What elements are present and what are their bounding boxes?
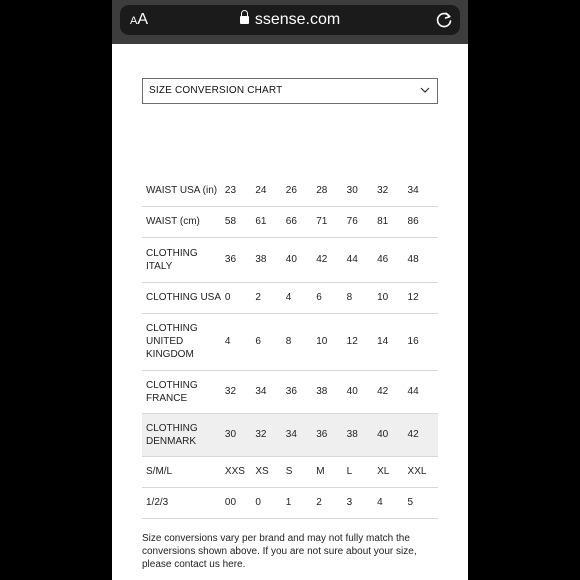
row-label: WAIST (cm) — [142, 206, 225, 237]
table-row — [142, 313, 438, 370]
size-cell: XS — [255, 456, 285, 487]
size-cell: 42 — [377, 370, 407, 413]
dropdown-label: SIZE CONVERSION CHART — [149, 85, 283, 96]
size-cell: 66 — [286, 206, 316, 237]
size-cell: 32 — [255, 413, 285, 456]
size-cell: 38 — [255, 237, 285, 282]
size-cell: 34 — [255, 370, 285, 413]
table-row — [142, 487, 438, 518]
size-cell: 36 — [316, 413, 346, 456]
size-cell: 2 — [255, 282, 285, 313]
size-cell: 23 — [225, 175, 255, 206]
size-cell: 44 — [347, 237, 377, 282]
size-cell: 16 — [408, 313, 438, 370]
reload-icon[interactable] — [434, 10, 454, 30]
size-cell: 3 — [347, 487, 377, 518]
table-row — [142, 282, 438, 313]
row-label: S/M/L — [142, 456, 225, 487]
size-cell: 42 — [408, 413, 438, 456]
browser-toolbar — [112, 0, 468, 44]
size-cell: 32 — [225, 370, 255, 413]
lock-icon — [240, 16, 249, 24]
size-cell: 1 — [286, 487, 316, 518]
size-cell: M — [316, 456, 346, 487]
size-footnote: Size conversions vary per brand and may not fully match the conversions shown above. If you are not sure about your size, please contact us here. — [142, 533, 417, 570]
size-cell: 4 — [225, 313, 255, 370]
size-cell: 26 — [286, 175, 316, 206]
size-cell: 5 — [408, 487, 438, 518]
row-label: CLOTHING ITALY — [142, 237, 225, 282]
size-cell: 10 — [316, 313, 346, 370]
size-cell: 36 — [225, 237, 255, 282]
text-size-large-a: A — [137, 11, 149, 28]
phone-screen — [112, 0, 468, 580]
address-bar[interactable] — [120, 5, 460, 35]
table-row — [142, 206, 438, 237]
size-cell: 86 — [408, 206, 438, 237]
table-row — [142, 413, 438, 456]
chevron-down-icon — [419, 85, 431, 95]
table-row — [142, 237, 438, 282]
size-cell: 4 — [377, 487, 407, 518]
size-cell: 12 — [347, 313, 377, 370]
size-cell: 34 — [408, 175, 438, 206]
size-cell: 81 — [377, 206, 407, 237]
size-cell: 0 — [255, 487, 285, 518]
size-cell: 76 — [347, 206, 377, 237]
size-cell: 10 — [377, 282, 407, 313]
size-cell: 38 — [347, 413, 377, 456]
size-cell: 40 — [377, 413, 407, 456]
size-chart-dropdown[interactable] — [142, 78, 438, 104]
size-cell: 24 — [255, 175, 285, 206]
row-label: CLOTHING FRANCE — [142, 370, 225, 413]
size-cell: 44 — [408, 370, 438, 413]
size-cell: 61 — [255, 206, 285, 237]
row-label: 1/2/3 — [142, 487, 225, 518]
size-cell: 40 — [347, 370, 377, 413]
size-cell: 6 — [255, 313, 285, 370]
size-cell: XXS — [225, 456, 255, 487]
url-text: ssense.com — [254, 11, 341, 28]
size-cell: 4 — [286, 282, 316, 313]
size-cell: 36 — [286, 370, 316, 413]
size-cell: S — [286, 456, 316, 487]
table-row — [142, 456, 438, 487]
size-cell: 38 — [316, 370, 346, 413]
text-size-small-a: A — [130, 15, 138, 27]
size-cell: 58 — [225, 206, 255, 237]
size-cell: 46 — [377, 237, 407, 282]
size-cell: 28 — [316, 175, 346, 206]
size-cell: 30 — [347, 175, 377, 206]
size-cell: 14 — [377, 313, 407, 370]
size-cell: 30 — [225, 413, 255, 456]
size-cell: 42 — [316, 237, 346, 282]
size-cell: 48 — [408, 237, 438, 282]
size-cell: 8 — [347, 282, 377, 313]
size-conversion-table — [142, 175, 438, 519]
size-cell: 32 — [377, 175, 407, 206]
size-cell: 12 — [408, 282, 438, 313]
size-cell: 00 — [225, 487, 255, 518]
size-cell: L — [347, 456, 377, 487]
size-cell: 40 — [286, 237, 316, 282]
table-row — [142, 175, 438, 206]
table-row — [142, 370, 438, 413]
size-cell: XL — [377, 456, 407, 487]
url-display[interactable] — [120, 11, 460, 29]
size-cell: 34 — [286, 413, 316, 456]
row-label: WAIST USA (in) — [142, 175, 225, 206]
size-cell: 6 — [316, 282, 346, 313]
row-label: CLOTHING UNITED KINGDOM — [142, 313, 225, 370]
size-cell: XXL — [408, 456, 438, 487]
row-label: CLOTHING USA — [142, 282, 225, 313]
size-cell: 8 — [286, 313, 316, 370]
size-cell: 2 — [316, 487, 346, 518]
row-label: CLOTHING DENMARK — [142, 413, 225, 456]
size-cell: 0 — [225, 282, 255, 313]
size-cell: 71 — [316, 206, 346, 237]
